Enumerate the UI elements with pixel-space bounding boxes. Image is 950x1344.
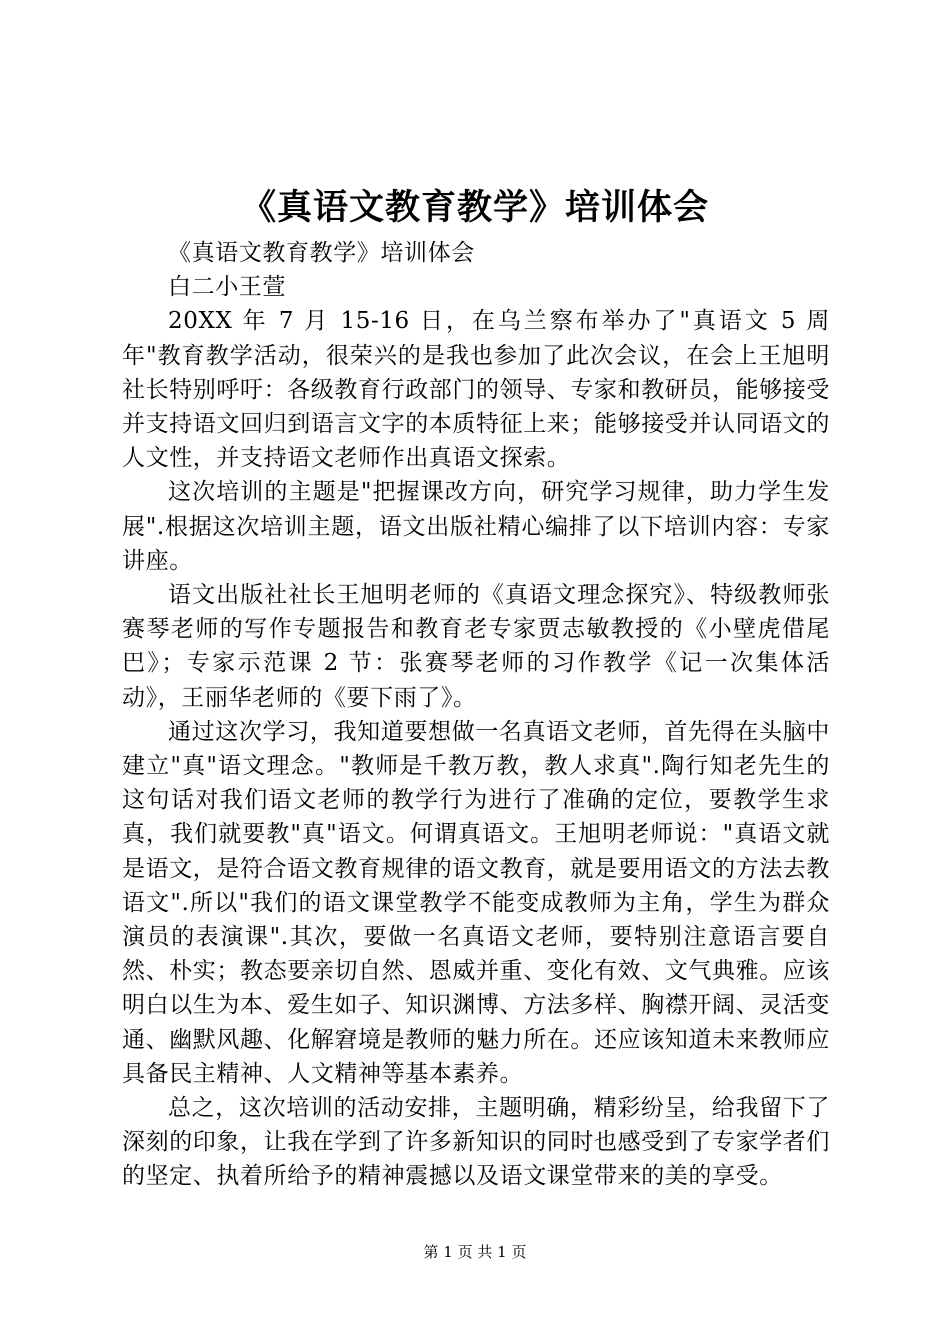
paragraph-summary: 总之，这次培训的活动安排，主题明确，精彩纷呈，给我留下了深刻的印象，让我在学到了许多新知识的同时也感受到了专家学者们的坚定、执着所给予的精神震撼以及语文课堂带来的美的享受。 bbox=[122, 1095, 830, 1190]
paragraph-subtitle: 《真语文教育教学》培训体会 bbox=[168, 240, 475, 266]
paragraph-author: 白二小王萱 bbox=[168, 274, 286, 301]
paragraph-reflection: 通过这次学习，我知道要想做一名真语文老师，首先得在头脑中建立"真"语文理念。"教师是千教万教，教人求真".陶行知老先生的这句话对我们语文老师的教学行为进行了准确的定位，要教学生求真，我们就要教"真"语文。何谓真语文。王旭明老师说："真语文就是语文，是符合语文教育规律的语文教育，就是要用语文的方法去教语文".所以"我们的语文课堂教学不能变成教师为主角，学生为群众演员的表演课".其次，要做一名真语文老师，要特别注意语言要自然、朴实；教态要亲切自然、恩威并重、变化有效、文气典雅。应该明白以生为本、爱生如子、知识渊博、方法多样、胸襟开阔、灵活变通、幽默风趣、化解窘境是教师的魅力所在。还应该知道未来教师应具备民主精神、人文精神等基本素养。 bbox=[122, 718, 830, 1087]
document-body bbox=[122, 236, 830, 1194]
paragraph-content: 语文出版社社长王旭明老师的《真语文理念探究》、特级教师张赛琴老师的写作专题报告和教育老专家贾志敏教授的《小壁虎借尾巴》；专家示范课 2 节：张赛琴老师的习作教学《记一次集体活动》，王丽华老师的《要下雨了》。 bbox=[122, 582, 830, 711]
paragraph-intro: 20XX 年 7 月 15-16 日，在乌兰察布举办了"真语文 5 周年"教育教学活动，很荣兴的是我也参加了此次会议，在会上王旭明社长特别呼吁：各级教育行政部门的领导、专家和教研员，能够接受并支持语文回归到语言文字的本质特征上来；能够接受并认同语文的人文性，并支持语文老师作出真语文探索。 bbox=[122, 308, 830, 472]
page-footer: 第 1 页 共 1 页 bbox=[423, 1243, 527, 1261]
document-title: 《真语文教育教学》培训体会 bbox=[240, 187, 709, 228]
paragraph-theme: 这次培训的主题是"把握课改方向，研究学习规律，助力学生发展".根据这次培训主题，语文出版社精心编排了以下培训内容：专家讲座。 bbox=[122, 479, 830, 574]
